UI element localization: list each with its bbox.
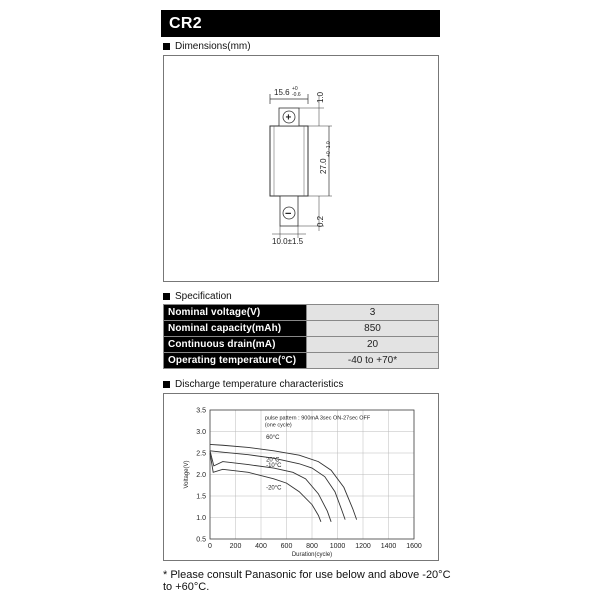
- chart-annotation: (one cycle): [264, 422, 292, 429]
- spec-value: 850: [307, 321, 439, 337]
- dimensions-drawing: [163, 55, 439, 282]
- x-tick-label: 0: [208, 543, 212, 550]
- bullet-square-icon: [163, 293, 170, 300]
- x-tick-label: 400: [255, 543, 267, 550]
- spec-param: Nominal capacity(mAh): [164, 321, 307, 337]
- spec-param: Nominal voltage(V): [164, 305, 307, 321]
- bottom-gap-label: 0.2: [316, 215, 325, 227]
- x-tick-label: 1400: [380, 543, 397, 550]
- discharge-heading-text: Discharge temperature characteristics: [175, 379, 344, 390]
- dimensions-heading-text: Dimensions(mm): [175, 41, 251, 52]
- x-tick-label: 1000: [329, 543, 346, 550]
- y-tick-label: 3.5: [196, 407, 206, 415]
- series-label: -20°C: [266, 485, 282, 492]
- discharge-chart-box: [163, 393, 439, 561]
- y-tick-label: 2.5: [196, 450, 206, 458]
- specification-heading: [163, 291, 232, 302]
- table-row: [164, 337, 439, 353]
- battery-dimension-diagram: [164, 56, 440, 283]
- plus-symbol: +: [285, 112, 292, 124]
- dimensions-heading: [163, 41, 251, 52]
- x-tick-label: 1600: [406, 543, 422, 550]
- page-title: CR2: [161, 10, 440, 37]
- specification-table: [163, 304, 439, 369]
- discharge-chart: [164, 394, 440, 562]
- spec-value: 20: [307, 337, 439, 353]
- diameter-label: 15.6: [274, 88, 290, 97]
- spec-value: 3: [307, 305, 439, 321]
- spec-param: Operating temperature(°C): [164, 353, 307, 369]
- y-tick-label: 1.5: [196, 493, 206, 501]
- specification-heading-text: Specification: [175, 291, 232, 302]
- series-label: 60°C: [266, 435, 280, 442]
- terminal-width-label: 10.0±1.5: [272, 237, 304, 246]
- top-gap-label: 1.0: [316, 91, 325, 103]
- y-axis-label: Voltage(V): [184, 460, 190, 489]
- bullet-square-icon: [163, 381, 170, 388]
- height-label: 27.0: [319, 158, 328, 174]
- diameter-tol-lower: -0.6: [292, 92, 301, 98]
- table-row: [164, 305, 439, 321]
- chart-annotation: pulse pattern : 900mA 3sec ON-27sec OFF: [264, 415, 371, 422]
- diameter-tol-upper: +0: [292, 86, 298, 92]
- y-tick-label: 3.0: [196, 429, 206, 436]
- table-row: [164, 353, 439, 369]
- spec-value: -40 to +70*: [307, 353, 439, 369]
- x-tick-label: 600: [280, 543, 293, 550]
- minus-symbol: −: [285, 208, 292, 220]
- y-tick-label: 1.0: [196, 515, 206, 522]
- discharge-heading: [163, 379, 343, 390]
- y-tick-label: 0.5: [196, 536, 206, 544]
- spec-param: Continuous drain(mA): [164, 337, 307, 353]
- table-row: [164, 321, 439, 337]
- x-tick-label: 800: [306, 543, 318, 550]
- series-label: -10°C: [266, 463, 282, 470]
- x-axis-label: Duration(cycle): [291, 552, 333, 558]
- height-tol: +0 -1.0: [326, 141, 332, 157]
- bullet-square-icon: [163, 43, 170, 50]
- y-tick-label: 2.0: [196, 472, 206, 479]
- series-label: 20°C: [266, 457, 280, 464]
- footnote: * Please consult Panasonic for use below and above -20°C to +60°C.: [163, 569, 451, 593]
- x-tick-label: 200: [229, 543, 242, 550]
- x-tick-label: 1200: [355, 543, 371, 550]
